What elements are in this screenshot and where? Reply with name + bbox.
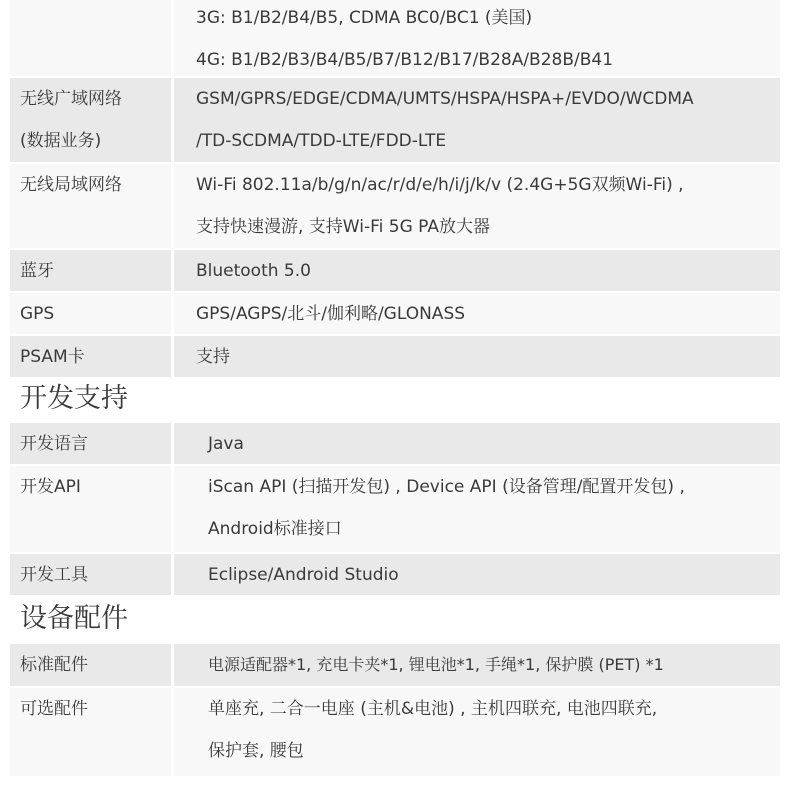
gps-value: GPS/AGPS/北斗/伽利略/GLONASS (174, 293, 780, 334)
wwan-label (10, 78, 171, 162)
wwan-value-line1: GSM/GPRS/EDGE/CDMA/UMTS/HSPA/HSPA+/EVDO/WCDMA (196, 89, 694, 109)
acc-standard-label: 标准配件 (10, 644, 171, 686)
bands-row (10, 0, 780, 76)
wlan-label-text: 无线局域网络 (20, 175, 122, 195)
wwan-value-line2: /TD-SCDMA/TDD-LTE/FDD-LTE (196, 131, 447, 151)
dev-api-row (10, 466, 780, 552)
wwan-label-line1: 无线广域网络 (20, 89, 122, 109)
dev-language-row (10, 423, 780, 464)
bands-4g: 4G: B1/B2/B3/B4/B5/B7/B12/B17/B28A/B28B/B41 (196, 50, 614, 70)
gps-label: GPS (10, 293, 171, 334)
section-title-accessories: 设备配件 (20, 603, 128, 634)
bands-value (174, 0, 780, 76)
dev-language-value: Java (174, 423, 780, 464)
wwan-row (10, 78, 780, 162)
wlan-label (10, 164, 171, 248)
dev-tools-value: Eclipse/Android Studio (174, 554, 780, 595)
wwan-value (174, 78, 780, 162)
wlan-row (10, 164, 780, 248)
dev-api-label-text: 开发API (20, 477, 81, 497)
wlan-value-line1: Wi-Fi 802.11a/b/g/n/ac/r/d/e/h/i/j/k/v (2.4G+5G双频Wi-Fi) , (196, 175, 684, 195)
psam-row (10, 336, 780, 377)
bands-label (10, 0, 171, 76)
acc-optional-value (174, 688, 780, 776)
acc-optional-row (10, 688, 780, 776)
wwan-label-line2: (数据业务) (20, 131, 102, 151)
psam-label: PSAM卡 (10, 336, 171, 377)
dev-api-label (10, 466, 171, 552)
section-title-dev: 开发支持 (20, 383, 128, 414)
bands-3g: 3G: B1/B2/B4/B5, CDMA BC0/BC1 (美国) (196, 8, 533, 28)
acc-optional-label-text: 可选配件 (20, 699, 88, 719)
acc-standard-row (10, 644, 780, 686)
psam-value: 支持 (174, 336, 780, 377)
dev-language-label: 开发语言 (10, 423, 171, 464)
dev-api-line1: iScan API (扫描开发包) , Device API (设备管理/配置开发包) , (208, 477, 685, 497)
acc-optional-line1: 单座充, 二合一电座 (主机&电池) , 主机四联充, 电池四联充, (208, 699, 658, 719)
wlan-value (174, 164, 780, 248)
acc-optional-label (10, 688, 171, 776)
dev-tools-row (10, 554, 780, 595)
bluetooth-value: Bluetooth 5.0 (174, 250, 780, 291)
dev-tools-label: 开发工具 (10, 554, 171, 595)
acc-optional-line2: 保护套, 腰包 (208, 741, 304, 761)
dev-api-value (174, 466, 780, 552)
gps-row (10, 293, 780, 334)
bluetooth-label: 蓝牙 (10, 250, 171, 291)
dev-api-line2: Android标准接口 (208, 519, 342, 539)
acc-standard-value: 电源适配器*1, 充电卡夹*1, 锂电池*1, 手绳*1, 保护膜 (PET) *1 (174, 644, 780, 686)
bluetooth-row (10, 250, 780, 291)
wlan-value-line2: 支持快速漫游, 支持Wi-Fi 5G PA放大器 (196, 217, 490, 237)
